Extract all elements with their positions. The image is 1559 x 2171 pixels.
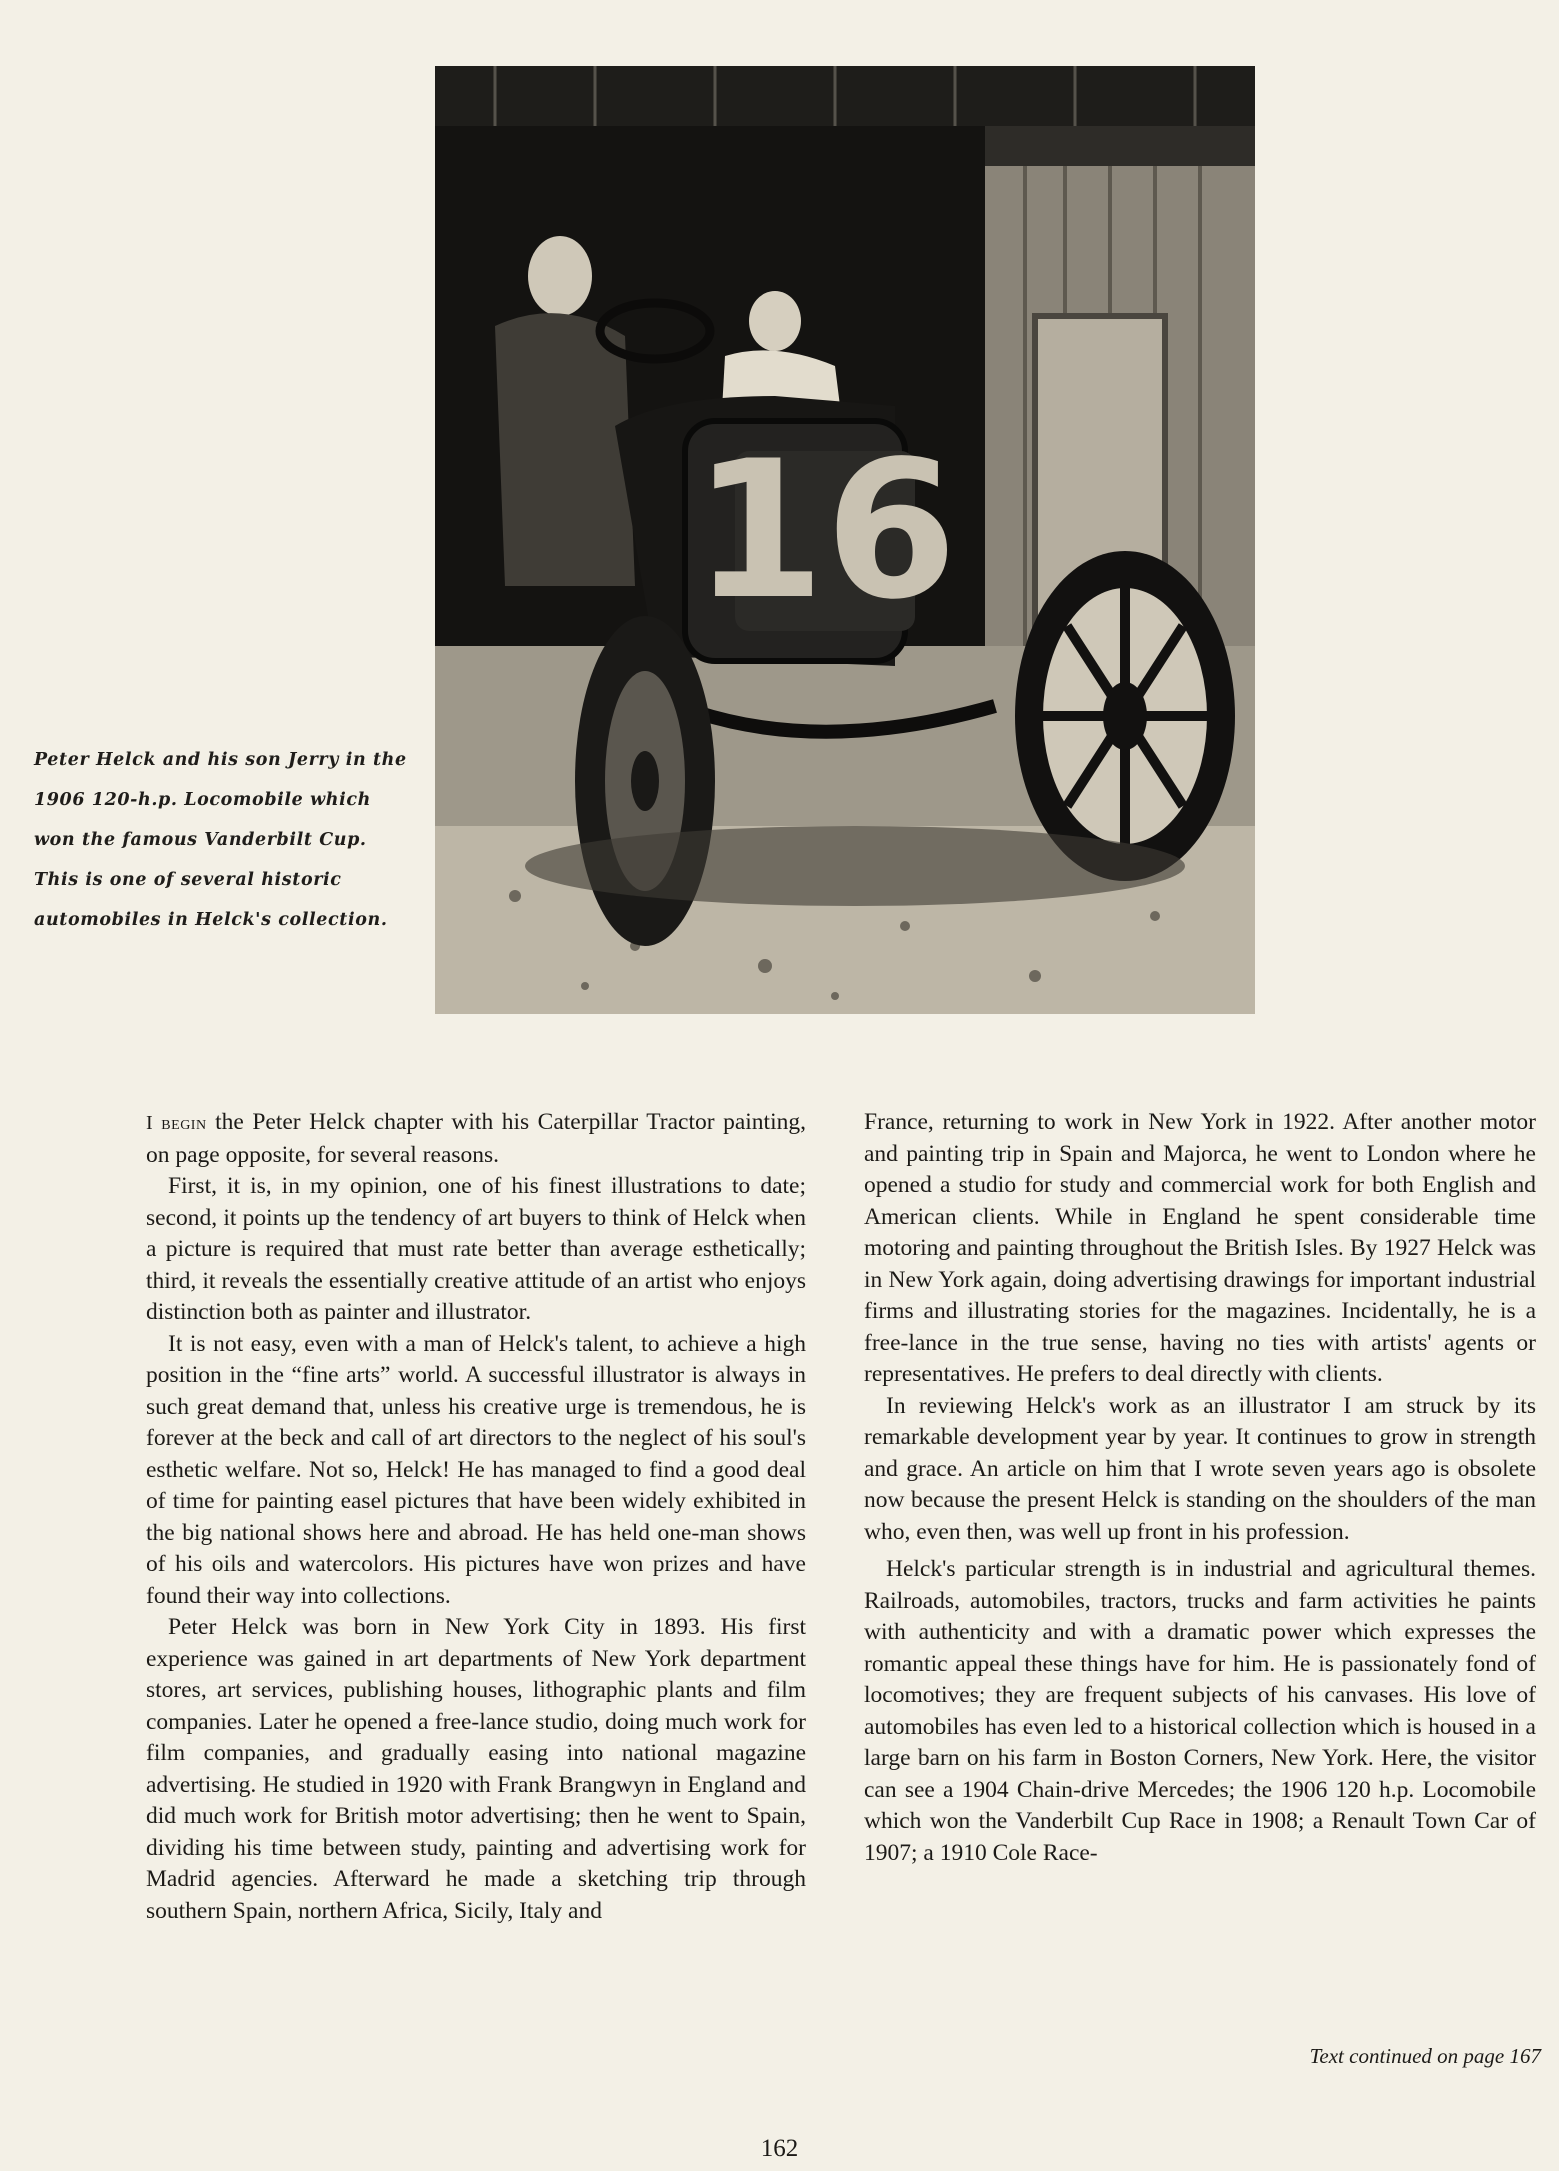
lead-in: I begin [146, 1112, 207, 1134]
paragraph: Peter Helck was born in New York City in 1893. His first experience was gained in art departments of New York department stores, art services, publishing houses, lithographic plants and film companies. Later he opened a free-lance studio, doing much work for film companies, and gradually easing into national magazine advertising. He studied in 1920 with Frank Brangwyn in England and did much work for British motor advertising; then he went to Spain, dividing his time between study, painting and advertising work for Madrid agencies. Afterward he made a sketching trip through southern Spain, northern Africa, Sicily, Italy and [146, 1614, 806, 1924]
paragraph: France, returning to work in New York in 1922. After another motor and painting trip in Spain and Majorca, he went to London where he opened a studio for study and commercial work for both English and American clients. While in England he spent considerable time motoring and painting throughout the British Isles. By 1927 Helck was in New York again, doing advertising drawings for important industrial firms and illustrating stories for the magazines. Incidentally, he is a free-lance in the true sense, having no ties with artists' agents or representatives. He prefers to deal directly with clients. [864, 1109, 1536, 1387]
page-number: 162 [760, 2135, 799, 2162]
continued-note: Text continued on page 167 [1309, 2044, 1541, 2068]
race-number: 16 [692, 420, 958, 641]
paragraph [146, 1107, 806, 1171]
paragraph: Helck's particular strength is in industrial and agricultural themes. Railroads, automobiles, tractors, trucks and farm activities he paints with authenticity and with a dramatic power which expresses the romantic appeal these things have for him. He is passionately fond of locomotives; they are frequent subjects of his canvases. His love of automobiles has even led to a historical collection which is housed in a large barn on his farm in Boston Corners, New York. Here, the visitor can see a 1904 Chain-drive Mercedes; the 1906 120 h.p. Locomobile which won the Vanderbilt Cup Race in 1908; a Renault Town Car of 1907; a 1910 Cole Race- [864, 1556, 1536, 1866]
paragraph-text: the Peter Helck chapter with his Caterpillar Tractor painting, on page opposite, for several reasons. [146, 1109, 806, 1168]
photo-image [435, 66, 1255, 1014]
photo-caption: Peter Helck and his son Jerry in the 1906 120-h.p. Locomobile which won the famous Vanderbilt Cup. This is one of several historic automobiles in Helck's collection. [34, 750, 407, 930]
article-column-right [864, 1107, 1536, 1869]
paragraph: It is not easy, even with a man of Helck's talent, to achieve a high position in the “fine arts” world. A successful illustrator is always in such great demand that, unless his creative urge is tremendous, he is forever at the beck and call of art directors to the neglect of his soul's esthetic welfare. Not so, Helck! He has managed to find a good deal of time for painting easel pictures that have been widely exhibited in the big national shows here and abroad. He has held one-man shows of his oils and watercolors. His pictures have won prizes and have found their way into collections. [146, 1330, 806, 1609]
paragraph: In reviewing Helck's work as an illustrator I am struck by its remarkable development year by year. It continues to grow in strength and grace. An article on him that I wrote seven years ago is obsolete now because the present Helck is standing on the shoulders of the man who, even then, was well up front in his profession. [864, 1392, 1536, 1545]
photo-locomobile [435, 66, 1255, 1014]
article-column-left [146, 1107, 806, 1927]
paragraph: First, it is, in my opinion, one of his finest illustrations to date; second, it points up the tendency of art buyers to think of Helck when a picture is required that must rate better than average esthetically; third, it reveals the essentially creative attitude of an artist who enjoys distinction both as painter and illustrator. [146, 1173, 806, 1325]
